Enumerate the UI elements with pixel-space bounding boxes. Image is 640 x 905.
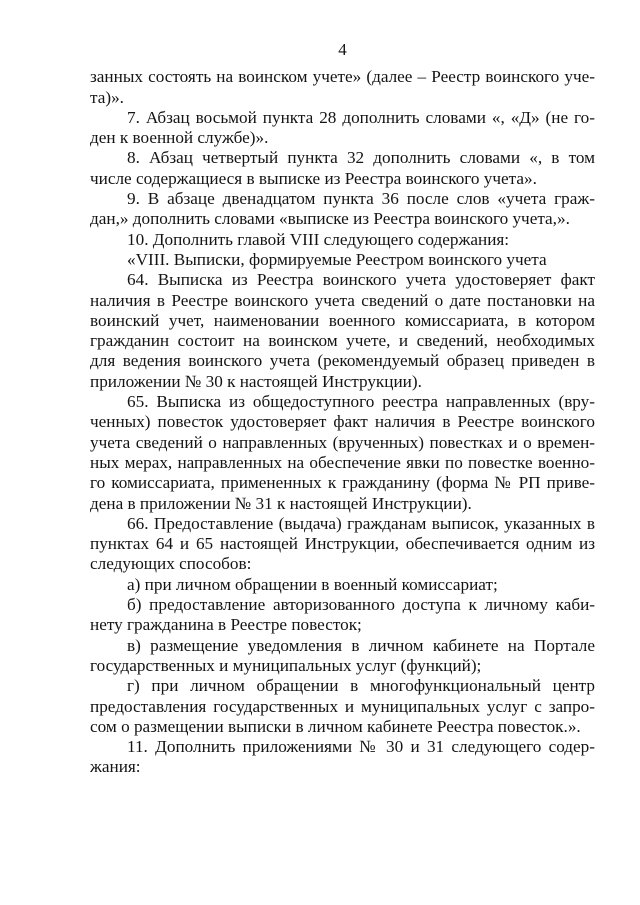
paragraph [90,67,595,108]
text-line: 65. Выписка из общедоступного реестра направленных (вру- [127,392,595,412]
text-line: следующих способов: [90,554,252,574]
text-line: гражданин состоит на воинском учете, и сведений, необходимых [90,331,595,351]
text-line: г) при личном обращении в многофункциональный центр [127,676,595,696]
paragraph [90,148,595,189]
text-line: 7. Абзац восьмой пункта 28 дополнить словами «, «Д» (не го- [127,107,595,127]
text-line: а) при личном обращении в военный комиссариат; [127,574,498,594]
text-line: пунктах 64 и 65 настоящей Инструкции, обеспечивается одним из [90,534,595,554]
text-line: занных состоять на воинском учете» (далее – Реестр воинского уче- [90,67,595,87]
text-line: «VIII. Выписки, формируемые Реестром воинского учета [127,249,547,269]
paragraph [90,230,595,250]
text-line: предоставления государственных и муниципальных услуг с запро- [90,696,595,716]
paragraph [90,737,595,778]
text-line: государственных и муниципальных услуг (функций); [90,655,482,675]
paragraph [90,270,595,392]
paragraph [90,575,595,595]
text-line: 10. Дополнить главой VIII следующего содержания: [127,229,510,249]
text-line: та)». [90,87,124,107]
text-line: 64. Выписка из Реестра воинского учета удостоверяет факт [127,270,595,290]
text-line: дан,» дополнить словами «выписке из Реестра воинского учета,». [90,209,570,229]
paragraph [90,676,595,737]
text-line: жания: [90,757,141,777]
text-line: приложении № 30 к настоящей Инструкции). [90,371,422,391]
text-line: числе содержащиеся в выписке из Реестра воинского учета». [90,168,537,188]
text-line: учета сведений о направленных (врученных) повестках и о времен- [90,432,595,452]
text-line: дена в приложении № 31 к настоящей Инструкции). [90,493,472,513]
text-line: ден к военной службе)». [90,128,269,148]
paragraph [90,250,595,270]
paragraph [90,189,595,230]
text-line: го комиссариата, примененных к гражданину (форма № РП приве- [90,473,595,493]
text-line: для ведения воинского учета (рекомендуемый образец приведен в [90,351,595,371]
text-line: нету гражданина в Реестре повесток; [90,615,362,635]
text-line: ченных) повесток удостоверяет факт наличия в Реестре воинского [90,412,595,432]
text-line: ных мерах, направленных на обеспечение явки по повестке военно- [90,452,595,472]
text-line: 9. В абзаце двенадцатом пункта 36 после слов «учета граж- [127,189,595,209]
text-line: 66. Предоставление (выдача) гражданам выписок, указанных в [127,513,595,533]
document-body [90,67,595,777]
text-line: наличия в Реестре воинского учета сведений о дате постановки на [90,290,595,310]
page-number: 4 [338,40,347,59]
text-line: сом о размещении выписки в личном кабинете Реестра повесток.». [90,716,581,736]
paragraph [90,636,595,677]
text-line: воинский учет, наименовании военного комиссариата, в котором [90,310,595,330]
paragraph [90,108,595,149]
paragraph [90,514,595,575]
paragraph [90,392,595,514]
document-page [90,40,595,778]
text-line: в) размещение уведомления в личном кабинете на Портале [127,635,595,655]
text-line: 11. Дополнить приложениями № 30 и 31 следующего содер- [127,737,595,757]
paragraph [90,595,595,636]
text-line: б) предоставление авторизованного доступа к личному каби- [127,595,595,615]
text-line: 8. Абзац четвертый пункта 32 дополнить словами «, в том [127,148,595,168]
